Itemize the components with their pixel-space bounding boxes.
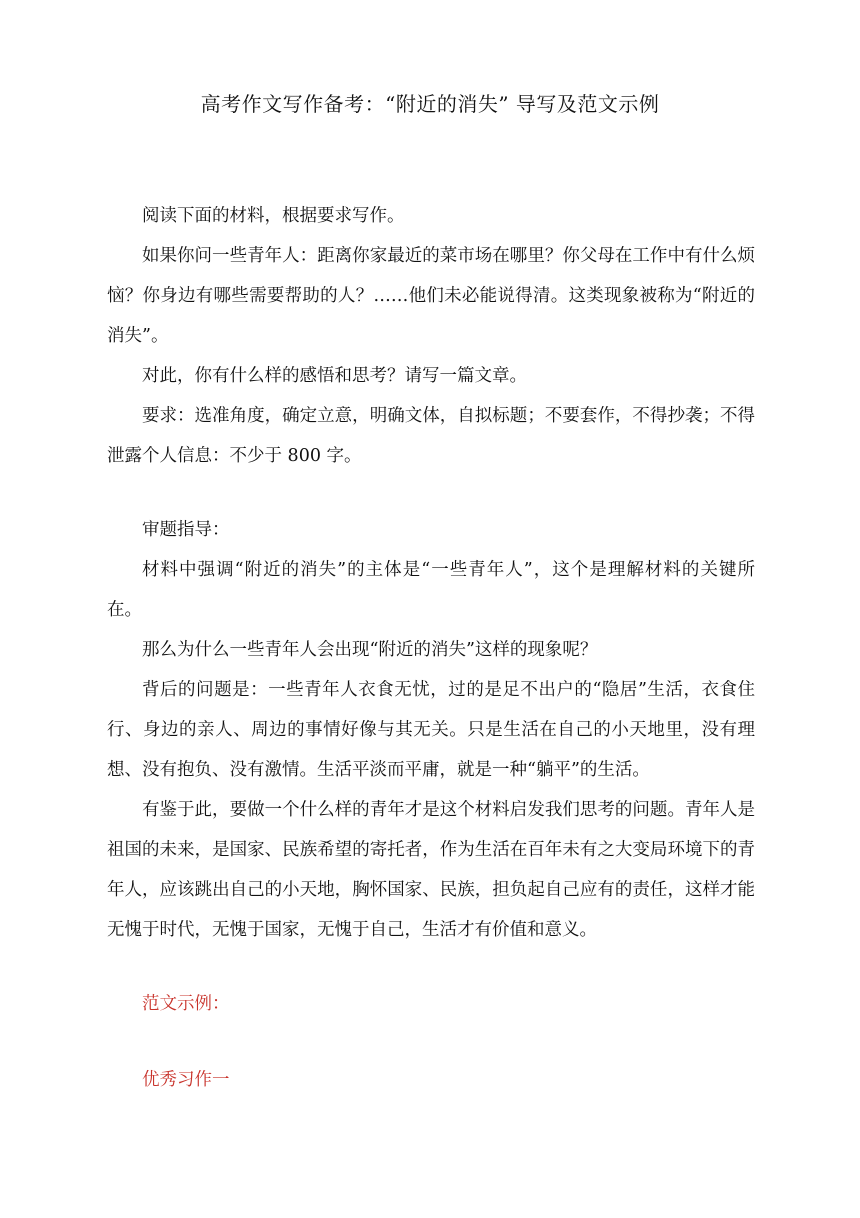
document-body xyxy=(107,196,755,1100)
document-title: 高考作文写作备考：“附近的消失” 导写及范文示例 xyxy=(200,92,660,116)
prompt-question: 对此，你有什么样的感悟和思考？请写一篇文章。 xyxy=(142,366,527,386)
spacer xyxy=(107,1024,755,1060)
spacer xyxy=(107,950,755,984)
guide-paragraph-2: 那么为什么一些青年人会出现“附近的消失”这样的现象呢？ xyxy=(142,640,598,660)
guide-paragraph-4: 有鉴于此，要做一个什么样的青年才是这个材料启发我们思考的问题。青年人是祖国的未来，是国家、民族希望的寄托者，作为生活在百年未有之大变局环境下的青年人，应该跳出自己的小天地，胸怀国家、民族，担负起自己应有的责任，这样才能无愧于时代，无愧于国家，无愧于自己，生活才有价值和意义。 xyxy=(107,800,755,940)
prompt-material: 如果你问一些青年人：距离你家最近的菜市场在哪里？你父母在工作中有什么烦恼？你身边有哪些需要帮助的人？……他们未必能说得清。这类现象被称为“附近的消失”。 xyxy=(107,246,755,346)
guide-paragraph-3: 背后的问题是：一些青年人衣食无忧，过的是足不出户的“隐居”生活，衣食住行、身边的亲人、周边的事情好像与其无关。只是生活在自己的小天地里，没有理想、没有抱负、没有激情。生活平淡而平庸，就是一种“躺平”的生活。 xyxy=(107,680,755,780)
example-one-title: 优秀习作一 xyxy=(142,1070,230,1090)
guide-heading: 审题指导： xyxy=(142,520,230,540)
examples-heading: 范文示例： xyxy=(142,994,230,1014)
prompt-requirements: 要求：选准角度，确定立意，明确文体，自拟标题；不要套作，不得抄袭；不得泄露个人信息：不少于 800 字。 xyxy=(107,406,755,466)
spacer xyxy=(107,476,755,510)
prompt-intro: 阅读下面的材料，根据要求写作。 xyxy=(142,206,405,226)
guide-paragraph-1: 材料中强调“附近的消失”的主体是“一些青年人”，这个是理解材料的关键所在。 xyxy=(107,560,755,620)
